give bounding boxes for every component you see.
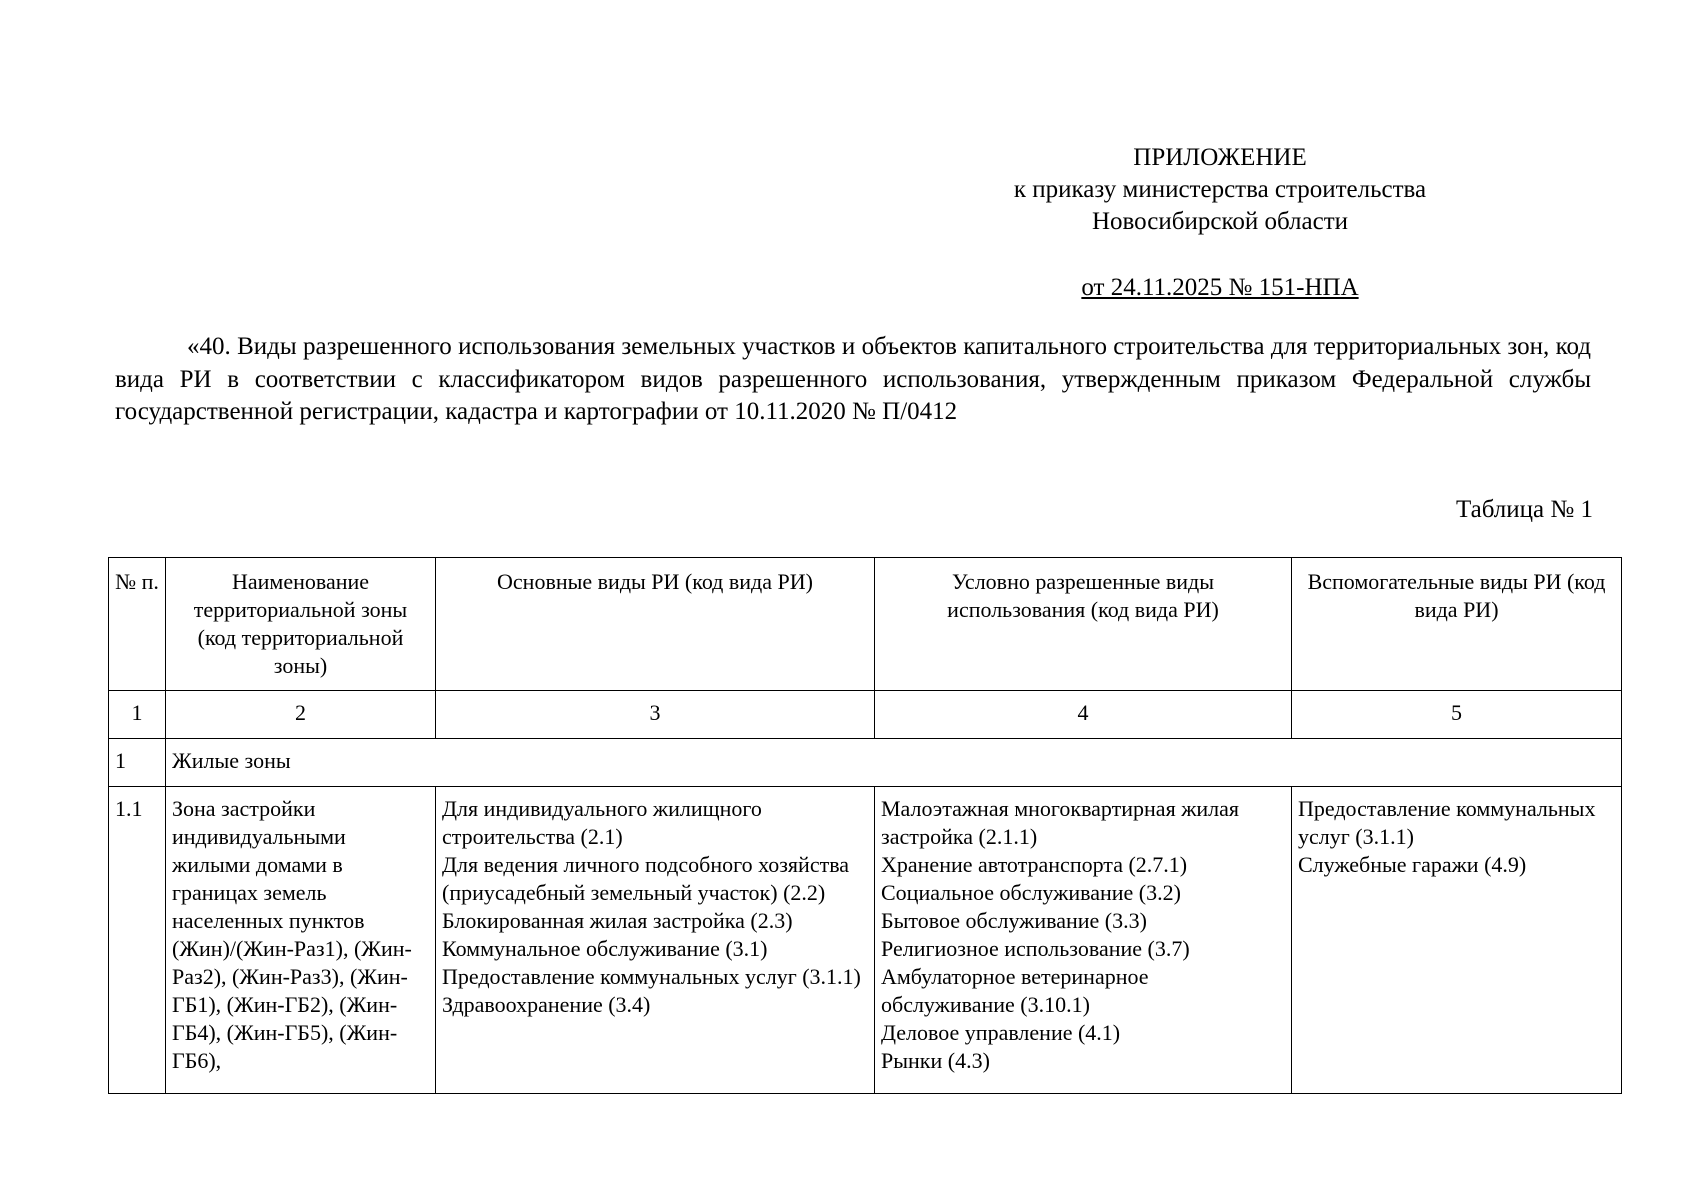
main-use-item: Коммунальное обслуживание (3.1) bbox=[442, 936, 768, 961]
row-number: 1.1 bbox=[109, 787, 166, 1094]
column-number: 5 bbox=[1292, 691, 1622, 739]
conditional-use-item: Деловое управление (4.1) bbox=[881, 1020, 1121, 1045]
conditional-use-item: Религиозное использование (3.7) bbox=[881, 936, 1190, 961]
header-auxiliary-uses: Вспомогательные виды РИ (код вида РИ) bbox=[1292, 558, 1622, 691]
zone-name-cell: Зона застройки индивидуальными жилыми домами в границах земель населенных пунктов (Жин)/(Жин-Раз1), (Жин-Раз2), (Жин-Раз3), (Жин-ГБ1), (Жин-ГБ2), (Жин-ГБ4), (Жин-ГБ5), (Жин-ГБ6), bbox=[166, 787, 436, 1094]
main-use-item: Для ведения личного подсобного хозяйства (приусадебный земельный участок) (2.2) bbox=[442, 852, 850, 905]
land-use-table bbox=[108, 557, 1622, 1094]
appendix-title: ПРИЛОЖЕНИЕ bbox=[1133, 144, 1307, 171]
conditional-use-item: Малоэтажная многоквартирная жилая застройка (2.1.1) bbox=[881, 796, 1240, 849]
order-reference bbox=[940, 272, 1500, 304]
auxiliary-use-item: Служебные гаражи (4.9) bbox=[1298, 852, 1527, 877]
section-title: Жилые зоны bbox=[166, 739, 1622, 787]
column-number: 1 bbox=[109, 691, 166, 739]
section-number: 1 bbox=[109, 739, 166, 787]
conditional-use-item: Амбулаторное ветеринарное обслуживание (3.10.1) bbox=[881, 964, 1149, 1017]
table-row bbox=[109, 787, 1622, 1094]
column-number: 3 bbox=[436, 691, 875, 739]
table-header-row bbox=[109, 558, 1622, 691]
section-row bbox=[109, 739, 1622, 787]
column-numbers-row bbox=[109, 691, 1622, 739]
auxiliary-use-item: Предоставление коммунальных услуг (3.1.1) bbox=[1298, 796, 1596, 849]
column-number: 4 bbox=[875, 691, 1292, 739]
conditional-use-item: Хранение автотранспорта (2.7.1) bbox=[881, 852, 1188, 877]
order-reference-text: от 24.11.2025 № 151-НПА bbox=[1081, 274, 1359, 301]
main-use-item: Для индивидуального жилищного строительства (2.1) bbox=[442, 796, 762, 849]
header-conditional-uses: Условно разрешенные виды использования (код вида РИ) bbox=[875, 558, 1292, 691]
column-number: 2 bbox=[166, 691, 436, 739]
intro-paragraph: «40. Виды разрешенного использования земельных участков и объектов капитального строительства для территориальных зон, код вида РИ в соответствии с классификатором видов разрешенного использования, утвержденным приказом Федеральной службы государственной регистрации, кадастра и картографии от 10.11.2020 № П/0412 bbox=[115, 333, 1591, 425]
appendix-subtitle-line-1: к приказу министерства строительства bbox=[1013, 176, 1427, 203]
main-use-item: Блокированная жилая застройка (2.3) bbox=[442, 908, 793, 933]
header-zone-name: Наименование территориальной зоны (код территориальной зоны) bbox=[166, 558, 436, 691]
header-main-uses: Основные виды РИ (код вида РИ) bbox=[436, 558, 875, 691]
table-caption: Таблица № 1 bbox=[1455, 496, 1593, 523]
auxiliary-uses-cell bbox=[1292, 787, 1622, 1094]
conditional-uses-cell bbox=[875, 787, 1292, 1094]
appendix-subtitle-line-2: Новосибирской области bbox=[1091, 208, 1349, 235]
header-number: № п. bbox=[109, 558, 166, 691]
main-use-item: Здравоохранение (3.4) bbox=[442, 992, 651, 1017]
main-use-item: Предоставление коммунальных услуг (3.1.1) bbox=[442, 964, 861, 989]
conditional-use-item: Социальное обслуживание (3.2) bbox=[881, 880, 1181, 905]
conditional-use-item: Рынки (4.3) bbox=[881, 1048, 990, 1073]
appendix-header bbox=[940, 142, 1500, 238]
main-uses-cell bbox=[436, 787, 875, 1094]
conditional-use-item: Бытовое обслуживание (3.3) bbox=[881, 908, 1147, 933]
